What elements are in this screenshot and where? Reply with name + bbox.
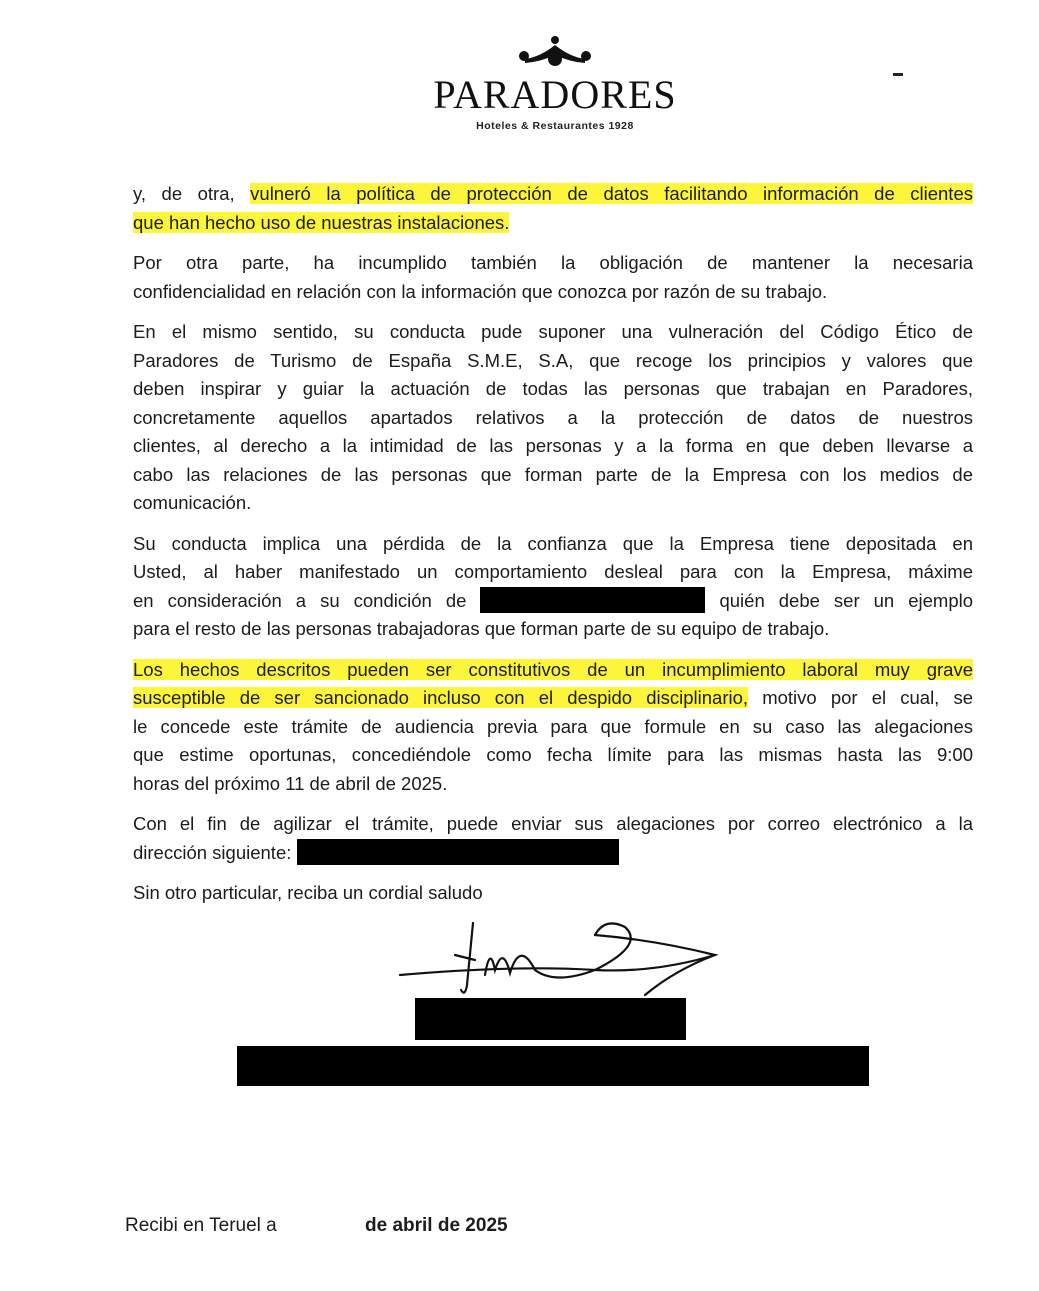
brand-name: PARADORES (433, 72, 677, 117)
text-line (133, 404, 973, 433)
highlighted-text: Los hechos descritos pueden ser constitutivos de un incumplimiento laboral muy grave (133, 658, 973, 680)
text-segment: Por otra parte, ha incumplido también la obligación de mantener la necesaria (133, 252, 973, 273)
text-segment: motivo por el cual, se (762, 687, 974, 708)
scan-speck (893, 73, 903, 76)
text-segment: le concede este trámite de audiencia previa para que formule en su caso las alegaciones (133, 715, 973, 737)
text-line (133, 375, 973, 404)
redaction-box (480, 587, 705, 613)
text-line (133, 615, 973, 644)
text-segment: que estime oportunas, concediéndole como fecha límite para las mismas hasta las 9:00 (133, 744, 973, 765)
receipt-label: Recibi en Teruel a (125, 1215, 277, 1236)
text-line (133, 684, 973, 713)
text-segment: horas del próximo 11 de abril de 2025. (133, 772, 448, 794)
text-line (133, 180, 973, 209)
text-segment: Su conducta implica una pérdida de la confianza que la Empresa tiene depositada en (133, 532, 973, 554)
paragraph (133, 318, 973, 518)
text-line (133, 839, 973, 868)
highlighted-text: susceptible de ser sancionado incluso con el despido disciplinario, (133, 687, 749, 708)
text-segment: confidencialidad en relación con la información que conozca por razón de su trabajo. (133, 280, 828, 302)
text-segment: y, de otra, (133, 183, 251, 204)
text-line (133, 656, 973, 685)
text-segment: cabo las relaciones de las personas que forman parte de la Empresa con los medios de (133, 463, 973, 485)
text-segment: clientes, al derecho a la intimidad de las personas y a la forma en que deben llevarse a (133, 435, 973, 456)
paragraph (133, 530, 973, 644)
text-line (133, 530, 973, 559)
redacted-signatory-name (415, 998, 686, 1040)
text-segment: dirección siguiente: (133, 841, 292, 863)
text-line (133, 587, 973, 616)
text-segment: En el mismo sentido, su conducta pude suponer una vulneración del Código Ético de (133, 321, 973, 342)
redacted-signatory-title (237, 1046, 869, 1086)
paragraph (133, 656, 973, 799)
paragraph (133, 879, 973, 908)
text-segment: Usted, al haber manifestado un comportamiento desleal para con la Empresa, máxime (133, 561, 973, 582)
text-segment: deben inspirar y guiar la actuación de todas las personas que trabajan en Paradores, (133, 378, 973, 399)
text-line (133, 558, 973, 587)
text-segment: quién debe ser un ejemplo (719, 589, 974, 611)
text-line (133, 209, 973, 238)
signature (395, 915, 735, 1005)
text-line (133, 810, 973, 839)
text-line (133, 713, 973, 742)
text-line (133, 347, 973, 376)
text-segment: comunicación. (133, 492, 252, 513)
receipt-date: de abril de 2025 (365, 1215, 508, 1236)
text-segment: en consideración a su condición de (133, 589, 467, 611)
text-segment: Con el fin de agilizar el trámite, puede enviar sus alegaciones por correo electrónico a la (133, 813, 973, 834)
text-line (133, 461, 973, 490)
text-segment: Sin otro particular, reciba un cordial saludo (133, 882, 483, 903)
text-line (133, 879, 973, 908)
text-line (133, 278, 973, 307)
letter-body (133, 180, 973, 920)
text-line (133, 249, 973, 278)
brand-tagline: Hoteles & Restaurantes 1928 (476, 120, 634, 132)
highlighted-text: vulneró la política de protección de datos facilitando información de clientes (250, 183, 973, 204)
text-segment: Paradores de Turismo de España S.M.E, S.A, que recoge los principios y valores que (133, 349, 973, 371)
text-segment: concretamente aquellos apartados relativos a la protección de datos de nuestros (133, 406, 973, 428)
text-line (133, 318, 973, 347)
paragraph (133, 810, 973, 867)
text-line (133, 489, 973, 518)
redaction-box (297, 839, 619, 865)
text-line (133, 741, 973, 770)
crown-icon (515, 35, 595, 69)
text-segment: para el resto de las personas trabajadoras que forman parte de su equipo de trabajo. (133, 618, 830, 639)
text-line (133, 432, 973, 461)
paragraph (133, 249, 973, 306)
paragraph (133, 180, 973, 237)
paradores-logo (420, 35, 690, 132)
highlighted-text: que han hecho uso de nuestras instalaciones. (133, 211, 510, 233)
text-line (133, 770, 973, 799)
